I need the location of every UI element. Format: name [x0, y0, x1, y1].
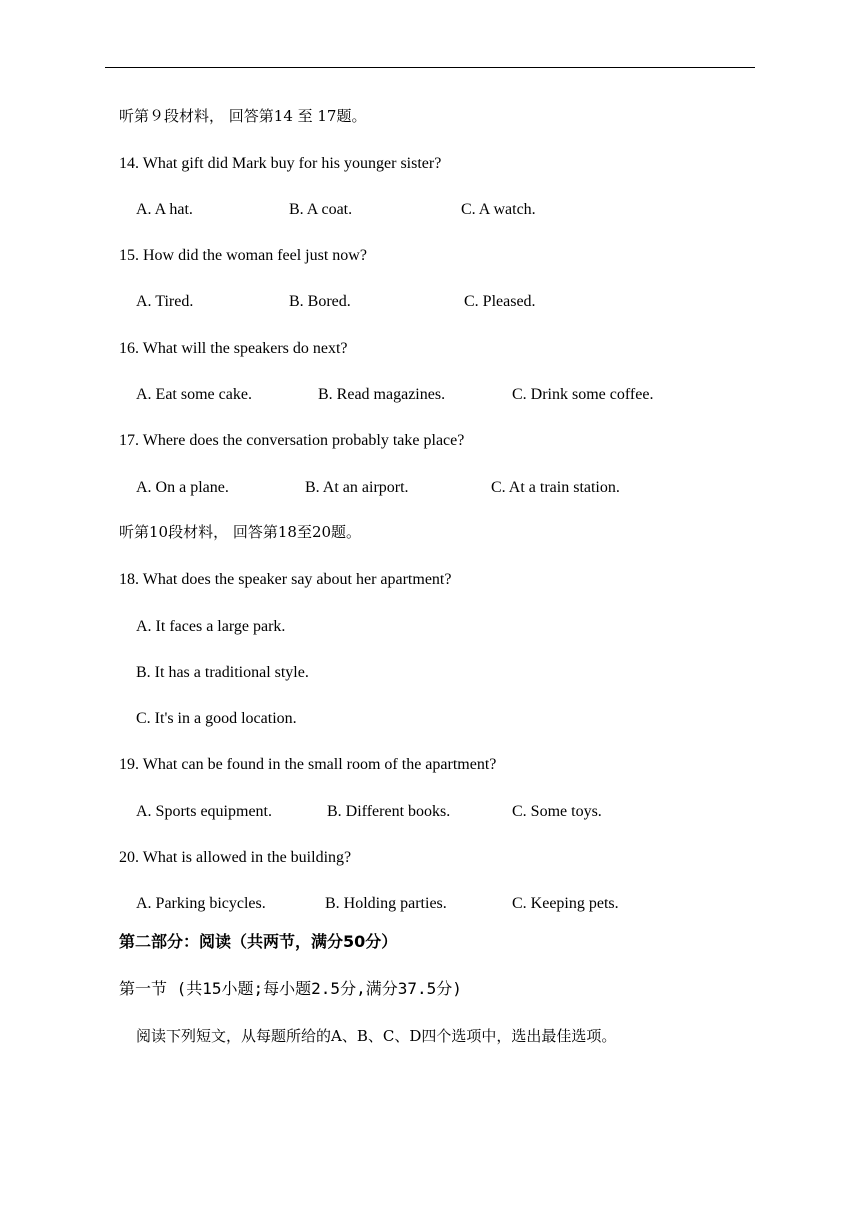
question-17-option-a: A. On a plane. [136, 479, 229, 496]
question-20-option-a: A. Parking bicycles. [136, 895, 266, 912]
section-1-heading: 第一节 (共15小题;每小题2.5分,满分37.5分) [119, 979, 462, 998]
question-16-option-b: B. Read magazines. [318, 386, 446, 403]
question-14-option-b: B. A coat. [289, 201, 353, 218]
section-10-header: 听第10段材料， 回答第18至20题。 [119, 523, 362, 541]
question-17-stem: 17. Where does the conversation probably take place? [119, 432, 465, 449]
question-17-option-b: B. At an airport. [305, 479, 409, 496]
header-rule [105, 67, 755, 68]
question-18-option-c: C. It's in a good location. [136, 710, 297, 727]
question-18-option-a: A. It faces a large park. [136, 618, 286, 635]
question-19-stem: 19. What can be found in the small room of the apartment? [119, 756, 497, 773]
question-19-option-a: A. Sports equipment. [136, 803, 272, 820]
question-15-option-a: A. Tired. [136, 293, 194, 310]
question-16-option-c: C. Drink some coffee. [512, 386, 654, 403]
question-14-stem: 14. What gift did Mark buy for his younger sister? [119, 155, 442, 172]
question-14-option-a: A. A hat. [136, 201, 193, 218]
question-20-option-c: C. Keeping pets. [512, 895, 619, 912]
question-16-option-a: A. Eat some cake. [136, 386, 252, 403]
question-20-option-b: B. Holding parties. [325, 895, 447, 912]
question-17-option-c: C. At a train station. [491, 479, 620, 496]
part-2-title: 第二部分：阅读（共两节，满分50分） [119, 932, 398, 951]
question-16-stem: 16. What will the speakers do next? [119, 340, 348, 357]
question-19-option-c: C. Some toys. [512, 803, 602, 820]
reading-instruction: 阅读下列短文，从每题所给的A、B、C、D四个选项中，选出最佳选项。 [136, 1027, 617, 1045]
question-15-stem: 15. How did the woman feel just now? [119, 247, 367, 264]
question-18-option-b: B. It has a traditional style. [136, 664, 309, 681]
section-9-header: 听第９段材料， 回答第14 至 17题。 [119, 107, 367, 125]
question-15-option-b: B. Bored. [289, 293, 351, 310]
question-19-option-b: B. Different books. [327, 803, 451, 820]
question-15-option-c: C. Pleased. [464, 293, 536, 310]
question-18-stem: 18. What does the speaker say about her apartment? [119, 571, 452, 588]
question-14-option-c: C. A watch. [461, 201, 536, 218]
question-20-stem: 20. What is allowed in the building? [119, 849, 352, 866]
